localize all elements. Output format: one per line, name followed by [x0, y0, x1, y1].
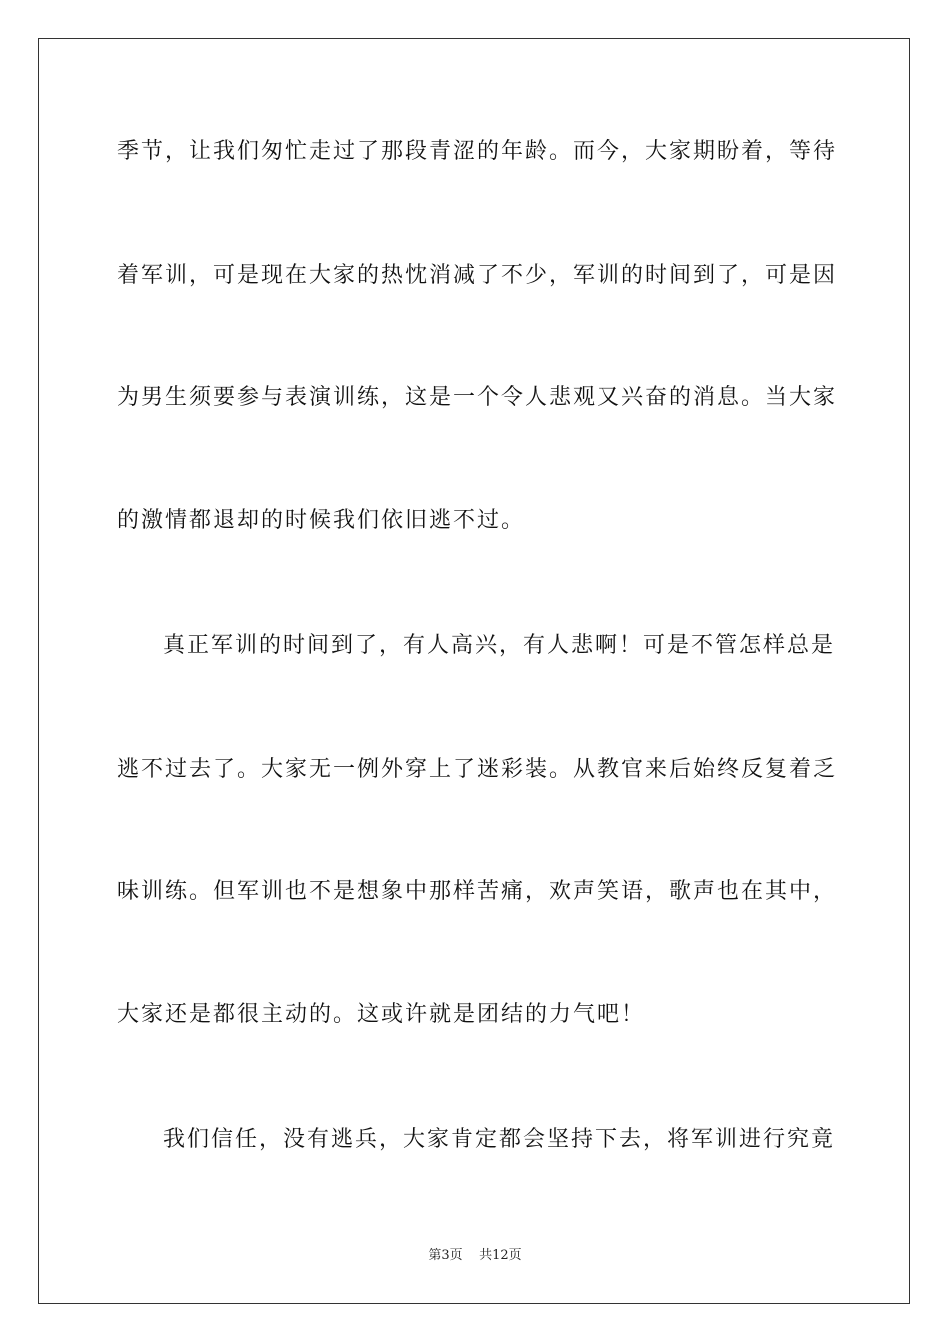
page-number: 第3页	[428, 1248, 463, 1263]
total-pages: 共12页	[479, 1248, 522, 1263]
text-line-1: 季节，让我们匆忙走过了那段青涩的年龄。而今，大家期盼着，等待	[117, 139, 838, 164]
text-line-7: 味训练。但军训也不是想象中那样苦痛，欢声笑语，歌声也在其中，	[117, 879, 838, 904]
text-line-4: 的激情都退却的时候我们依旧逃不过。	[117, 508, 526, 533]
text-line-6: 逃不过去了。大家无一例外穿上了迷彩装。从教官来后始终反复着乏	[117, 757, 838, 782]
page-border	[38, 38, 910, 1304]
text-line-8: 大家还是都很主动的。这或许就是团结的力气吧！	[117, 1002, 646, 1027]
text-line-2: 着军训，可是现在大家的热忱消减了不少，军训的时间到了，可是因	[117, 263, 838, 288]
page-footer	[0, 1247, 950, 1265]
text-line-5: 真正军训的时间到了，有人高兴，有人悲啊！可是不管怎样总是	[163, 633, 836, 658]
text-line-9: 我们信任，没有逃兵，大家肯定都会坚持下去，将军训进行究竟	[163, 1127, 836, 1152]
text-line-3: 为男生须要参与表演训练，这是一个令人悲观又兴奋的消息。当大家	[117, 385, 838, 410]
